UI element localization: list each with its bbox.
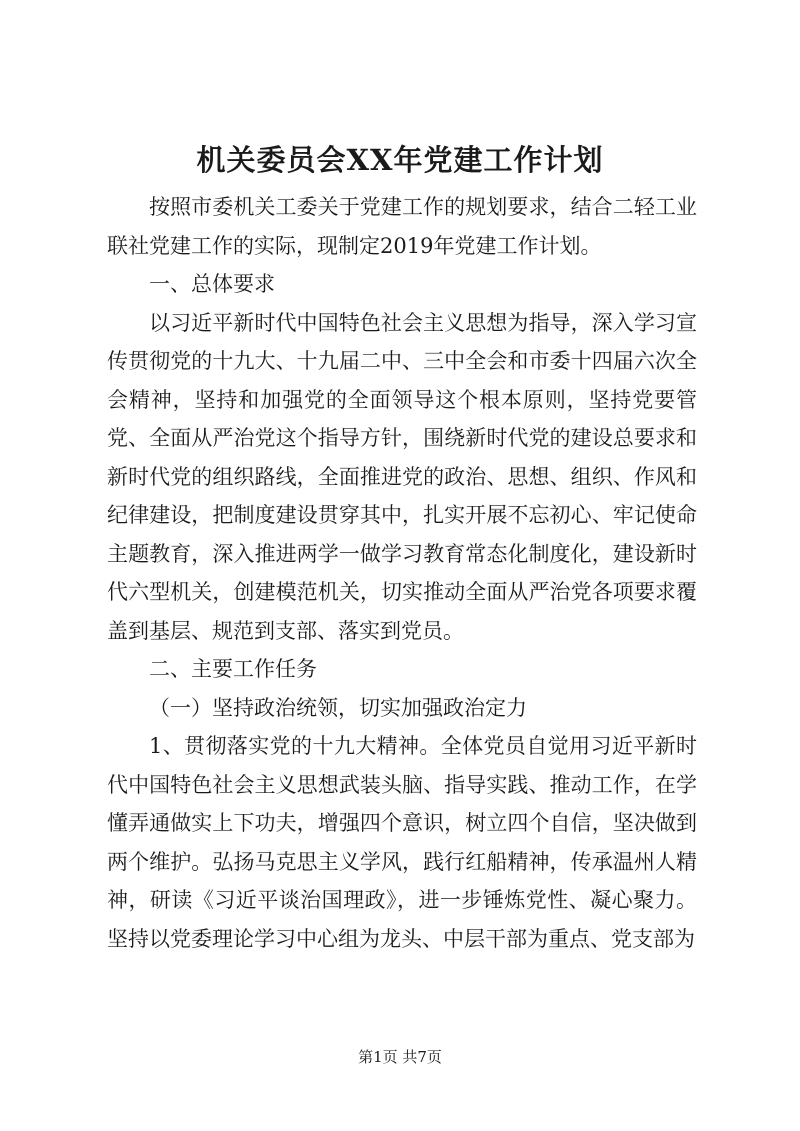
page-footer: 第1页 共7页 bbox=[358, 1048, 442, 1066]
section-heading-general-requirements: 一、总体要求 bbox=[149, 272, 275, 296]
document-body bbox=[107, 188, 697, 958]
general-requirements-paragraph: 以习近平新时代中国特色社会主义思想为指导，深入学习宣传贯彻党的十九大、十九届二中、三中全会和市委十四届六次全会精神，坚持和加强党的全面领导这个根本原则，坚持党要管党、全面从严治党这个指导方针，围绕新时代党的建设总要求和新时代党的组织路线，全面推进党的政治、思想、组织、作风和纪律建设，把制度建设贯穿其中，扎实开展不忘初心、牢记使命主题教育，深入推进两学一做学习教育常态化制度化，建设新时代六型机关，创建模范机关，切实推动全面从严治党各项要求覆盖到基层、规范到支部、落实到党员。 bbox=[107, 310, 697, 643]
document-title: 机关委员会XX年党建工作计划 bbox=[196, 143, 604, 177]
subsection-heading-political-leadership: （一）坚持政治统领，切实加强政治定力 bbox=[149, 695, 527, 720]
task-item-1-paragraph: 1、贯彻落实党的十九大精神。全体党员自觉用习近平新时代中国特色社会主义思想武装头脑、指导实践、推动工作，在学懂弄通做实上下功夫，增强四个意识，树立四个自信，坚决做到两个维护。弘扬马克思主义学风，践行红船精神，传承温州人精神，研读《习近平谈治国理政》，进一步锤炼党性、凝心聚力。坚持以党委理论学习中心组为龙头、中层干部为重点、党支部为 bbox=[107, 734, 697, 951]
intro-paragraph: 按照市委机关工委关于党建工作的规划要求，结合二轻工业联社党建工作的实际，现制定2019年党建工作计划。 bbox=[107, 195, 697, 258]
section-heading-main-tasks: 二、主要工作任务 bbox=[149, 657, 317, 681]
